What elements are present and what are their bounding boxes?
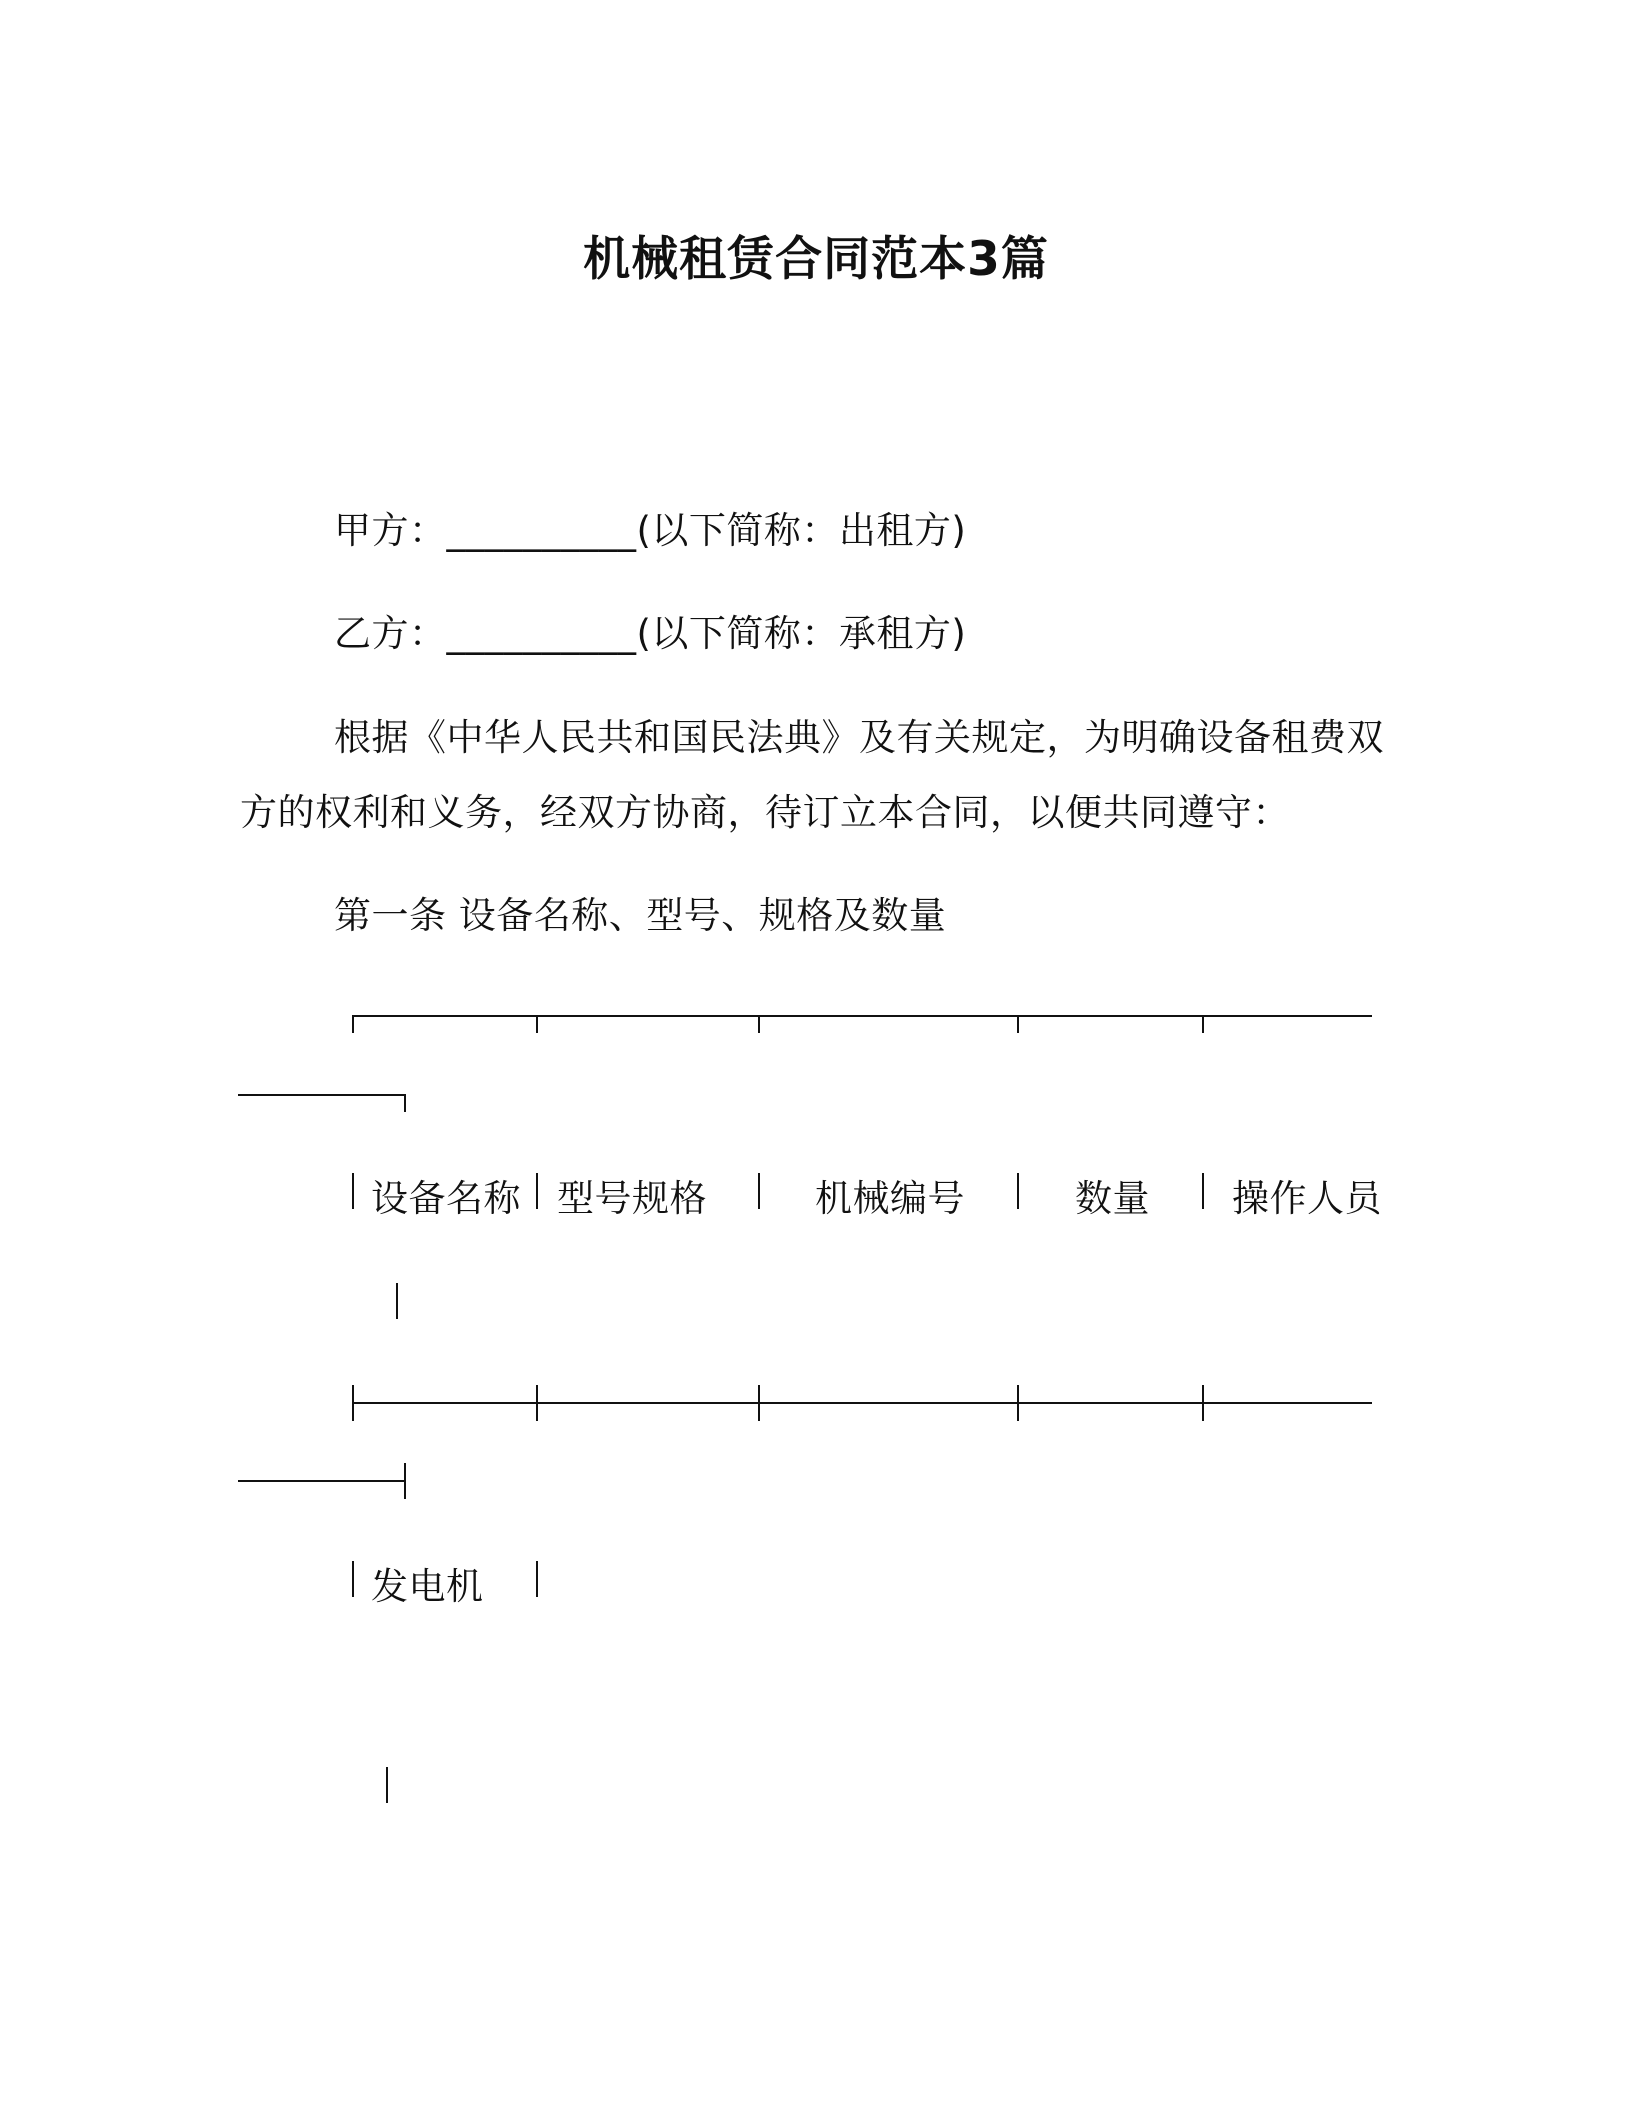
party-a-line: 甲方：__________(以下简称：出租方) (334, 509, 967, 552)
table-col-sep (758, 1173, 760, 1209)
table-tick (1017, 1385, 1019, 1421)
table-header-cell: 数量 (1075, 1177, 1150, 1220)
table-top-border (352, 1015, 1372, 1017)
table-tick (758, 1385, 760, 1421)
table-tick (758, 1015, 760, 1033)
intro-paragraph-line-2: 方的权利和义务，经双方协商，待订立本合同，以便共同遵守： (240, 791, 1290, 834)
table-col-sep (396, 1283, 398, 1319)
table-col-sep (352, 1173, 354, 1209)
table-tick (404, 1463, 406, 1499)
party-b-line: 乙方：__________(以下简称：承租方) (334, 612, 967, 655)
intro-paragraph-line-1: 根据《中华人民共和国民法典》及有关规定，为明确设备租费双 (334, 716, 1384, 759)
table-header-cell: 型号规格 (557, 1177, 707, 1220)
table-col-sep (1017, 1173, 1019, 1209)
table-header-cell: 机械编号 (815, 1177, 965, 1220)
table-tick (1017, 1015, 1019, 1033)
table-wrap-border (238, 1480, 406, 1482)
table-tick (1202, 1385, 1204, 1421)
table-tick (352, 1015, 354, 1033)
table-tick (352, 1385, 354, 1421)
table-tick (536, 1015, 538, 1033)
table-header-cell: 设备名称 (371, 1177, 521, 1220)
table-header-cell: 操作人员 (1232, 1177, 1382, 1220)
table-col-sep (536, 1173, 538, 1209)
table-tick (404, 1094, 406, 1112)
document-title: 机械租赁合同范本3篇 (583, 232, 1049, 287)
table-col-sep (536, 1561, 538, 1597)
table-col-sep (386, 1767, 388, 1803)
table-col-sep (352, 1561, 354, 1597)
table-tick (1202, 1015, 1204, 1033)
table-wrap-border (238, 1094, 406, 1096)
table-tick (536, 1385, 538, 1421)
table-col-sep (1202, 1173, 1204, 1209)
table-mid-border (352, 1402, 1372, 1404)
article-1-heading: 第一条 设备名称、型号、规格及数量 (334, 894, 947, 937)
table-row-cell: 发电机 (371, 1565, 484, 1608)
